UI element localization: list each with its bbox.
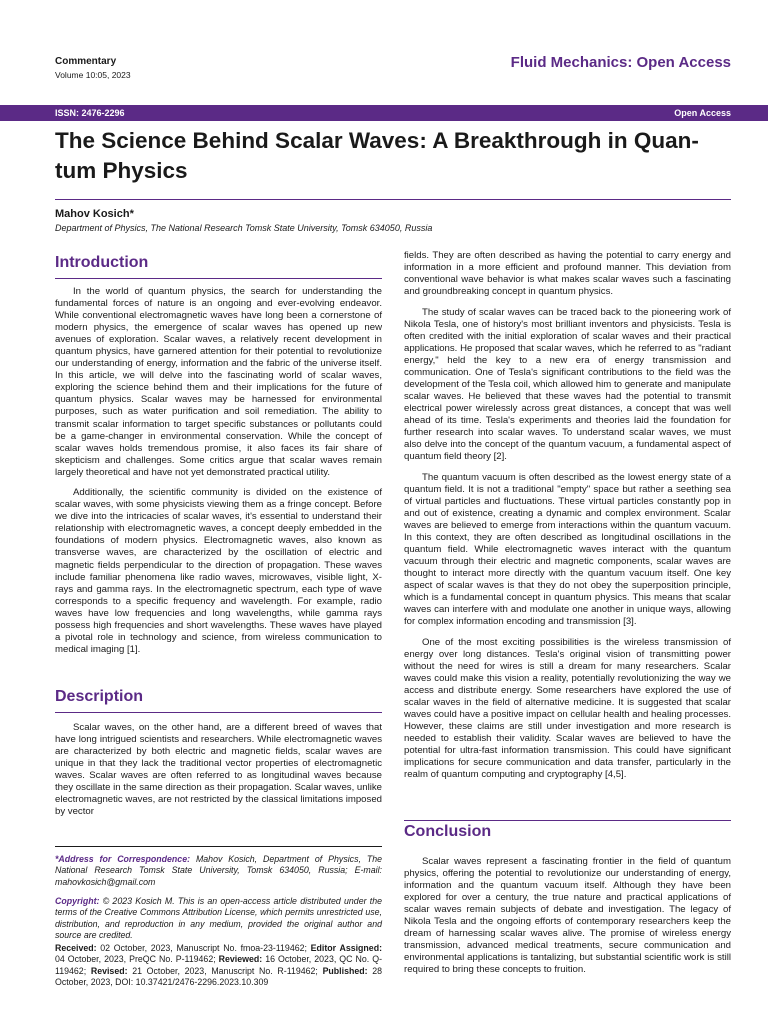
reviewed-label: Reviewed: [218,954,263,965]
copyright-label: Copyright: [55,896,100,906]
received-text: 02 October, 2023, Manuscript No. fmoa-23-119462; [96,943,311,953]
introduction-paragraph-1: In the world of quantum physics, the search for understanding the fundamental forces of nature is an ongoing and ever-evolving endeavor. While conventional electromagnetic waves have long been a cornerstone of modern physics, the emergence of scalar waves has opened up new avenues of exploration. Scalar waves, a relatively recent development in quantum physics, have garnered attention for their potential to revolutionize our understanding of energy, information and the fabric of the universe itself. In this article, we will delve into the fascinating world of scalar waves, exploring the science behind them and their implications for the future of quantum physics. Scalar waves may be harnessed for environmental purposes, such as water purification and soil remediation. The ability to transmit scalar information to target specific substances or pollutants could be a game-changer in environmental conservation. While the concept of scalar waves holds tremendous promise, it also faces its fair share of skepticism and challenges. Some critics argue that scalar waves remain largely theoretical and have not yet demonstrated practical utility. [55,286,382,478]
volume-info: Volume 10:05, 2023 [55,70,131,80]
journal-name[interactable]: Fluid Mechanics: Open Access [510,54,731,71]
description-paragraph-1-continued: fields. They are often described as having the potential to carry energy and information in a more efficient and profound manner. This deviation from conventional wave behavior is what makes scalar waves such a fascinating and groundbreaking concept in quantum physics. [404,250,731,298]
issn-bar [0,105,768,121]
description-heading: Description [55,688,144,705]
editor-label: Editor Assigned: [310,943,382,953]
conclusion-paragraph-1: Scalar waves represent a fascinating frontier in the field of quantum physics, offering the potential to revolutionize our understanding of energy, information and the quantum vacuum itself. Although they have been explored for over a century, the true nature and practical applications of scalar waves remain subjects of debate and investigation. The legacy of Nikola Tesla and the ongoing efforts of contemporary researchers keep the dream of harnessing scalar waves alive. The promise of wireless energy transmission, advanced medical treatments, secure communication and environmental applications is tantalizing, but substantial scientific work is still required to bring these concepts to fruition. [404,856,731,976]
conclusion-body [404,856,731,985]
author-affiliation: Department of Physics, The National Research Tomsk State University, Tomsk 634050, Russia [55,223,433,233]
introduction-rule [55,278,382,279]
description-paragraph-3: The quantum vacuum is often described as the lowest energy state of a quantum field. It is not a traditional "empty" space but rather a seething sea of virtual particles and fluctuations. These virtual particles constantly pop in and out of existence, creating a dynamic and complex environment. Scalar waves are believed to emerge from interactions within the quantum vacuum. In this context, they are often described as longitudinal oscillations in the quantum field. While electromagnetic waves interact with the quantum vacuum through their electric and magnetic components, scalar waves are thought to interact more directly with the quantum vacuum itself. One key aspect of scalar waves is that they do not obey the superposition principle, which is a fundamental concept in quantum physics. This means that scalar waves can interfere with and modulate one another in unique ways, allowing for complex information encoding and transmission [3]. [404,471,731,628]
introduction-body [55,286,382,664]
received-label: Received: [55,943,97,953]
article-type: Commentary [55,56,117,67]
description-body-left [55,722,382,827]
revised-text: 21 October, 2023, Manuscript No. R-119462; [127,965,323,976]
copyright-note [55,896,382,942]
correspondence-label: *Address for Correspondence: [55,854,191,864]
published-label: Published: [322,965,368,976]
editor-text: 04 October, 2023, PreQC No. P-119462; [55,954,219,965]
correspondence-note [55,854,382,888]
conclusion-rule [404,820,731,821]
published-text: 28 October, 2023, DOI: 10.37421/2476-2296.2023.10.309 [55,965,383,988]
conclusion-heading: Conclusion [404,823,492,840]
dates-note [55,943,382,989]
correspondence-text: Mahov Kosich, Department of Physics, The National Research Tomsk State University, Tomsk 634050, Russia; E-mail: mahovkosich@gmail.com [55,854,383,887]
title-divider [55,199,731,200]
introduction-paragraph-2: Additionally, the scientific community is divided on the existence of scalar waves, with some physicists viewing them as a fringe concept. Before we dive into the intricacies of scalar waves, it's essential to understand their relationship with electromagnetic waves, a concept deeply embedded in the foundations of modern physics. Electromagnetic waves, also known as transverse waves, are characterized by the oscillation of electric and magnetic fields perpendicular to the direction of propagation. These waves include familiar phenomena like radio waves, microwaves, visible light, X-rays and gamma rays. In the electromagnetic spectrum, each type of wave corresponds to a specific frequency and wavelength. For example, radio waves have low frequencies and long wavelengths, while gamma rays possess high frequencies and short wavelengths. These waves have played a pivotal role in technology and science, from wireless communication to medical imaging [1]. [55,487,382,655]
footnote-divider [55,846,382,847]
copyright-text: © 2023 Kosich M. This is an open-access article distributed under the terms of the Creative Commons Attribution License, which permits unrestricted use, distribution, and reproduction in any medium, provided the original author and source are credited. [55,896,382,941]
description-paragraph-4: One of the most exciting possibilities is the wireless transmission of energy over long distances. Tesla's original vision of transmitting power without the need for wires is still a dream for many researchers. Scalar waves could make this vision a reality, potentially revolutionizing the way we access and distribute energy. Some researchers have explored the use of scalar waves in the field of alternative medicine. It is suggested that scalar waves could have a positive impact on cellular health and healing processes. However, these claims are still under investigation and more research is needed to establish their validity. Scalar waves are believed to have the potential for ultra-fast information transmission. This could have significant implications for secure communication and data transfer, particularly in the realm of quantum computing and cryptography [4,5]. [404,636,731,781]
issn: ISSN: 2476-2296 [55,108,125,118]
author-name: Mahov Kosich* [55,208,134,220]
description-paragraph-2: The study of scalar waves can be traced back to the pioneering work of Nikola Tesla, one of history's most brilliant inventors and physicists. Tesla is often credited with the initial exploration of scalar waves and their practical applications. He proposed that scalar waves, which he referred to as "radiant energy," held the key to a new era of energy transmission and communication. One of Tesla's significant contributions to the field was the development of the Tesla coil, which allowed him to generate and manipulate scalar waves. He believed that these waves had the potential to transmit electrical power wirelessly across great distances, a concept that was well ahead of its time. Tesla's experiments and theories laid the foundation for further research into scalar waves. To understand scalar waves, we must also delve into the concept of the quantum vacuum, a fundamental aspect of quantum field theory [2]. [404,306,731,463]
description-rule [55,712,382,713]
revised-label: Revised: [90,965,128,976]
reviewed-text: 16 October, 2023, QC No. Q-119462; [55,954,382,976]
article-title: The Science Behind Scalar Waves: A Breakthrough in Quan-tum Physics [55,128,699,183]
introduction-heading: Introduction [55,254,149,271]
description-body-right [404,250,731,790]
open-access-label: Open Access [674,108,731,118]
description-paragraph-1: Scalar waves, on the other hand, are a different breed of waves that have long intrigued scientists and researchers. While electromagnetic waves are characterized by both electric and magnetic fields, scalar waves are unique in that they lack the traditional vector properties of electromagnetic waves. Scalar waves are often referred to as longitudinal waves because they oscillate in the same direction as their propagation. Scalar waves, unlike electromagnetic waves, are not restricted by the classical limitations imposed by vector [55,722,382,818]
